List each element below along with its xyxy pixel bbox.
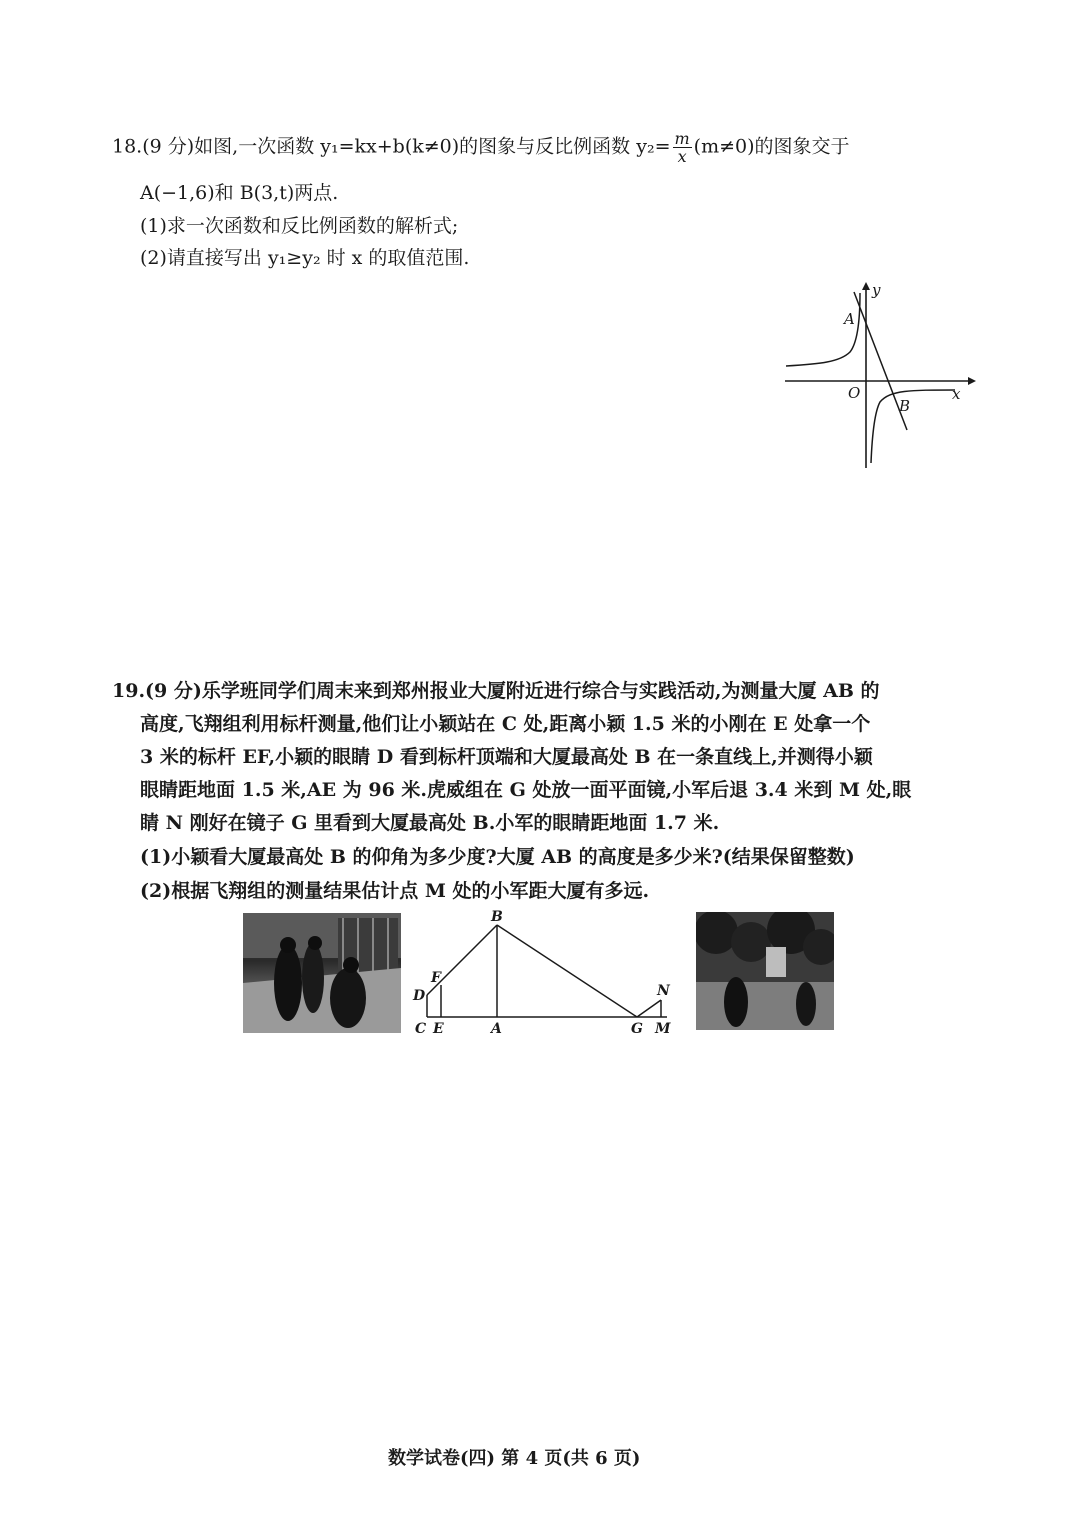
graph-label-o: O	[848, 384, 861, 402]
point-label-f: F	[431, 970, 441, 986]
q19-line5: 睛 N 刚好在镜子 G 里看到大厦最高处 B.小军的眼睛距地面 1.7 米.	[140, 812, 720, 834]
q19-line2: 高度,飞翔组利用标杆测量,他们让小颖站在 C 处,距离小颖 1.5 米的小刚在 E 处拿一个	[140, 713, 871, 735]
point-label-e: E	[433, 1021, 444, 1037]
q19-geometry-diagram	[405, 905, 690, 1040]
point-label-c: C	[415, 1021, 427, 1037]
q18-line1	[112, 130, 850, 165]
q18-line1-a: 18.(9 分)如图,一次函数 y₁=kx+b(k≠0)的图象与反比例函数 y₂=	[112, 135, 671, 158]
photo-students-measuring	[243, 913, 401, 1033]
hyperbola-lower-branch	[871, 390, 955, 463]
q18-part2: (2)请直接写出 y₁≥y₂ 时 x 的取值范围.	[140, 247, 470, 269]
q19-line4: 眼睛距地面 1.5 米,AE 为 96 米.虎威组在 G 处放一面平面镜,小军后退 3.4 米到 M 处,眼	[140, 779, 912, 801]
q18-part1: (1)求一次函数和反比例函数的解析式;	[140, 215, 459, 237]
q18-function-graph	[780, 278, 980, 473]
page-footer: 数学试卷(四) 第 4 页(共 6 页)	[388, 1448, 641, 1469]
q19-part2: (2)根据飞翔组的测量结果估计点 M 处的小军距大厦有多远.	[140, 880, 650, 902]
graph-label-x: x	[952, 385, 961, 403]
q19-line1: 19.(9 分)乐学班同学们周末来到郑州报业大厦附近进行综合与实践活动,为测量大厦 AB 的	[112, 680, 880, 702]
point-label-d: D	[413, 988, 426, 1004]
x-axis-arrow	[968, 377, 976, 385]
q18-frac-den: x	[677, 147, 687, 166]
q18-line1-b: (m≠0)的图象交于	[693, 135, 850, 158]
hyperbola-upper-branch	[786, 293, 860, 366]
point-label-n: N	[657, 983, 670, 999]
y-axis-arrow	[862, 282, 870, 290]
point-label-g: G	[631, 1021, 643, 1037]
q18-frac-num: m	[674, 129, 690, 148]
point-label-a: A	[491, 1021, 502, 1037]
q18-line2: A(−1,6)和 B(3,t)两点.	[140, 182, 339, 204]
q19-part1: (1)小颖看大厦最高处 B 的仰角为多少度?大厦 AB 的高度是多少米?(结果保留整数)	[140, 846, 855, 868]
photo-mirror-measuring	[696, 912, 834, 1030]
point-label-m: M	[655, 1021, 671, 1037]
q18-fraction	[673, 130, 692, 165]
q19-line3: 3 米的标杆 EF,小颖的眼睛 D 看到标杆顶端和大厦最高处 B 在一条直线上,并测得小颖	[140, 746, 873, 768]
segment-bg	[497, 925, 637, 1017]
graph-label-y: y	[872, 281, 881, 299]
point-label-b: B	[491, 909, 503, 925]
graph-label-a: A	[844, 310, 855, 328]
graph-label-b: B	[899, 397, 911, 415]
segment-gn	[637, 1000, 661, 1017]
